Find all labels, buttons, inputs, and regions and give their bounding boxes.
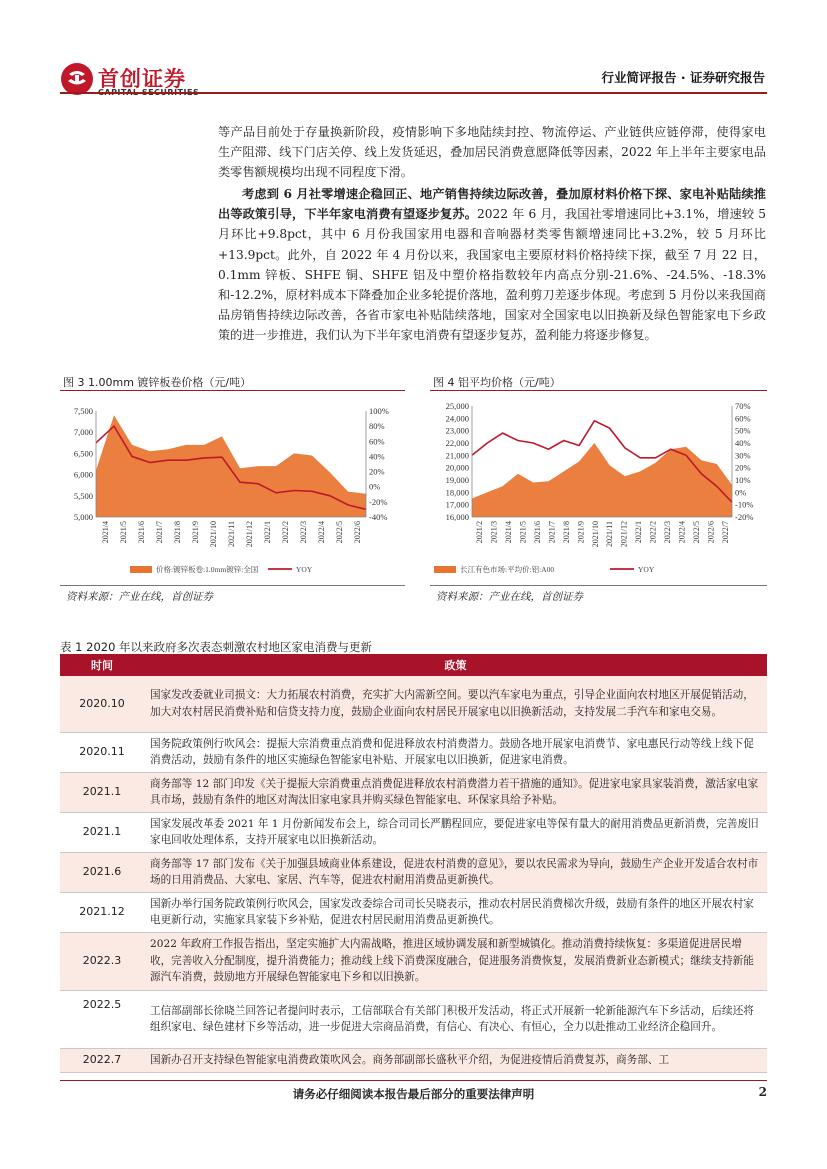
y2-tick-label: 10% [735,475,751,485]
y2-tick-label: 40% [735,438,751,448]
x-tick-label: 2021/10 [590,521,600,548]
row-time: 2021.1 [60,772,144,812]
x-tick-label: 2021/12 [619,521,629,548]
x-tick-label: 2021/10 [209,521,218,548]
figure-3-source: 资料来源：产业在线，首创证券 [66,591,213,603]
y-tick-label: 20,000 [445,462,469,473]
paragraph-1: 等产品目前处于存量换新阶段，疫情影响下多地陆续封控、物流停运、产业链供应链停滞，使得家电生产阻滞、线下门店关停、线上发货延迟，叠加居民消费意愿降低等因素，2022 年上半年主要家电品类零售额规模均出现不同程度下滑。 [218,125,766,180]
legend-area-swatch [434,566,456,573]
figure-3-bottom-rule [60,585,405,586]
row-time: 2021.6 [60,852,144,892]
x-tick-label: 2022/1 [634,521,644,544]
y2-tick-label: 50% [735,425,751,436]
x-tick-label: 2022/6 [353,521,362,544]
legal-disclaimer: 请务必仔细阅读本报告最后部分的重要法律声明 [292,1087,535,1101]
y2-tick-label: 40% [369,451,385,462]
row-policy: 商务部等 12 部门印发《关于提振大宗消费重点消费促进释放农村消费潜力若干措施的通知》。促进家电家具家装消费，激活家电家具市场，鼓励有条件的地区对淘汰旧家电家具并购买绿色智能家电、环保家具给予补贴。 [144,772,767,812]
x-tick-label: 2022/2 [281,521,290,544]
logo-chinese-name: 首创证券 [98,67,186,91]
x-tick-label: 2021/8 [173,521,182,544]
y-tick-label: 23,000 [445,425,469,436]
row-time: 2021.1 [60,812,144,852]
y2-tick-label: 60% [369,436,385,447]
x-tick-label: 2022/5 [691,521,701,544]
x-tick-label: 2021/5 [518,521,528,544]
x-tick-label: 2021/9 [191,521,200,544]
x-tick-label: 2022/1 [263,521,272,544]
y-tick-label: 22,000 [445,438,469,448]
y2-tick-label: 80% [369,421,385,432]
y-tick-label: 25,000 [445,401,469,411]
table-row [60,676,767,732]
y-tick-label: 5,000 [73,512,93,522]
row-time: 2022.3 [60,932,144,990]
legend-area-swatch [130,566,152,573]
row-time: 2020.10 [60,676,144,732]
x-tick-label: 2021/6 [533,521,542,544]
x-tick-label: 2022/7 [720,521,730,544]
table-row [60,932,767,990]
x-tick-label: 2021/11 [227,521,236,547]
table-row [60,892,767,932]
x-tick-label: 2021/7 [547,521,557,544]
row-policy: 工信部副部长徐晓兰回答记者提问时表示，工信部联合有关部门积极开发活动，将正式开展新一轮新能源汽车下乡活动，后续还将组织家电、绿色建材下乡等活动，进一步促进大宗商品消费，有信心、有决心、有恒心，全力以赴推动工业经济企稳回升。 [144,990,767,1048]
x-tick-label: 2022/4 [317,521,326,544]
y2-tick-label: 0% [735,487,747,498]
x-tick-label: 2022/2 [648,521,658,544]
y-tick-label: 6,500 [73,448,93,459]
y-tick-label: 6,000 [73,469,93,480]
table-1-title: 表 1 2020 年以来政府多次表态刺激农村地区家电消费与更新 [60,640,373,654]
x-tick-label: 2021/3 [489,521,499,544]
row-policy: 国新办召开支持绿色智能家电消费政策吹风会。商务部副部长盛秋平介绍，为促进疫情后消费复苏，商务部、工 [144,1048,767,1072]
x-tick-label: 2021/4 [504,521,514,544]
figure-4-source: 资料来源：产业在线，首创证券 [436,591,583,603]
x-tick-label: 2021/7 [155,521,164,544]
figure-4-title: 图 4 铝平均价格（元/吨） [433,376,561,389]
paragraph-2-bold: 考虑到 6 月社零增速企稳回正、地产销售持续边际改善，叠加原材料价格下探、家电补贴陆续推出等政策引导，下半年家电消费有望逐步复苏。 [218,187,766,222]
x-tick-label: 2021/12 [245,521,254,548]
row-policy: 国务院政策例行吹风会：提振大宗消费重点消费和促进释放农村消费潜力。鼓励各地开展家电消费节、家电惠民行动等线上线下促消费活动，鼓励有条件的地区实施绿色智能家电补贴、开展家电以旧换新，促进家电消费。 [144,732,767,772]
zinc-plate-price-chart [60,396,405,584]
aluminum-price-chart [430,396,767,584]
page-number: 2 [758,1085,767,1099]
policy-table [60,654,767,1073]
table-row [60,812,767,852]
x-tick-label: 2022/4 [677,521,687,544]
y2-tick-label: 60% [735,413,751,424]
legend-area-label: 价格:镀锌板卷:1.0mm镀锌:全国 [156,565,259,574]
y2-tick-label: 70% [735,401,751,411]
x-tick-label: 2021/4 [101,521,110,544]
row-policy: 国新办举行国务院政策例行吹风会，国家发改委综合司司长吴晓表示，推动农村居民消费梯次升级，鼓励有条件的地区开展农村家电更新行动，实施家具家装下乡补贴，促进农村居民耐用消费品更新换代。 [144,892,767,932]
row-policy: 商务部等 17 部门发布《关于加强县域商业体系建设，促进农村消费的意见》，要以农民需求为导向，鼓励生产企业开发适合农村市场的日用消费品、大家电、家居、汽车等，促进农村耐用消费品更新换代。 [144,852,767,892]
table-row [60,852,767,892]
figure-3-top-rule [60,390,405,391]
figure-3-title: 图 3 1.00mm 镀锌板卷价格（元/吨） [63,376,252,389]
x-tick-label: 2022/5 [335,521,344,544]
row-time: 2020.11 [60,732,144,772]
table-header-policy: 政策 [144,654,767,676]
y-tick-label: 17,000 [445,499,469,510]
table-row [60,990,767,1048]
price-area-series [96,415,366,517]
table-row [60,1048,767,1072]
legend-yoy-label: YOY [638,565,655,574]
figure-4-bottom-rule [430,585,767,586]
row-time: 2021.12 [60,892,144,932]
row-policy: 2022 年政府工作报告指出，坚定实施扩大内需战略，推进区域协调发展和新型城镇化。推动消费持续恢复：多渠道促进居民增收，完善收入分配制度，提升消费能力；推动线上线下消费深度融合，促进服务消费恢复，发展消费新业态新模式；继续支持新能源汽车消费，鼓励地方开展绿色智能家电下乡和以旧换新。 [144,932,767,990]
paragraph-2-text: 2022 年 6 月，我国社零增速同比+3.1%，增速较 5 月环比+9.8pct，其中 6 月份我国家用电器和音响器材类零售额增速同比+3.2%，较 5 月环比+13.9pct。此外，自 2022 年 4 月份以来，我国家电主要原材料价格持续下探，截至 7 月 22 日，0.1mm 锌板、SHFE 铜、SHFE 铝及中塑价格指数较年内高点分别-21.6%、-24.5%、-18.3%和-12.2%，原材料成本下降叠加企业多轮提价落地，盈利剪刀差逐步体现。考虑到 5 月份以来我国商品房销售持续边际改善，各省市家电补贴陆续落地，国家对全国家电以旧换新及绿色智能家电下乡政策的进一步推进，我们认为下半年家电消费有望逐步复苏，盈利能力将逐步修复。 [218,207,767,343]
table-header-time: 时间 [60,654,144,676]
y2-tick-label: 100% [369,406,389,416]
table-row [60,732,767,772]
row-time: 2022.7 [60,1048,144,1072]
row-policy: 国家发展改革委 2021 年 1 月份新闻发布会上，综合司司长严鹏程回应，要促进家电等保有量大的耐用消费品更新消费，完善废旧家电回收处理体系，支持开展家电以旧换新活动。 [144,812,767,852]
y-tick-label: 19,000 [445,475,469,485]
x-tick-label: 2021/8 [561,521,571,544]
price-area-series [472,443,732,517]
y2-tick-label: -10% [735,499,754,510]
y-tick-label: 21,000 [445,450,469,461]
row-time: 2022.5 [60,990,144,1048]
row-policy: 国家发改委就业司损文：大力拓展农村消费，充实扩大内需新空间。要以汽车家电为重点，引导企业面向农村地区开展促销活动，加大对农村居民消费补贴和信贷支持力度，鼓励企业面向农村居民开展家电以旧换新活动，支持发展二手汽车和家电交易。 [144,676,767,732]
y-tick-label: 24,000 [445,413,469,424]
y-tick-label: 16,000 [445,512,469,522]
y2-tick-label: -20% [369,496,388,507]
x-tick-label: 2021/5 [119,521,128,544]
header-divider [60,92,767,94]
y2-tick-label: -40% [369,512,388,522]
x-tick-label: 2022/6 [706,521,716,544]
y-tick-label: 18,000 [445,487,469,498]
x-tick-label: 2021/9 [576,521,586,544]
y2-tick-label: -20% [735,512,754,522]
x-tick-label: 2021/2 [475,521,485,544]
legend-area-label: 长江有色市场:平均价:铝:A00 [460,565,555,574]
report-type-label: 行业简评报告 · 证券研究报告 [601,70,765,85]
table-row [60,772,767,812]
figure-4-top-rule [430,390,767,391]
y2-tick-label: 30% [735,450,751,461]
legend-yoy-label: YOY [296,565,313,574]
y2-tick-label: 0% [369,481,381,492]
y2-tick-label: 20% [735,462,751,473]
y-tick-label: 7,000 [73,427,93,438]
x-tick-label: 2022/3 [663,521,672,544]
company-logo-icon [60,62,94,96]
paragraph-2 [218,184,766,346]
footer-divider [60,1080,767,1081]
x-tick-label: 2022/3 [299,521,308,544]
y-tick-label: 5,500 [73,490,93,501]
x-tick-label: 2021/11 [605,521,615,547]
y-tick-label: 7,500 [73,406,93,416]
y2-tick-label: 20% [369,466,385,477]
x-tick-label: 2021/6 [137,521,146,544]
